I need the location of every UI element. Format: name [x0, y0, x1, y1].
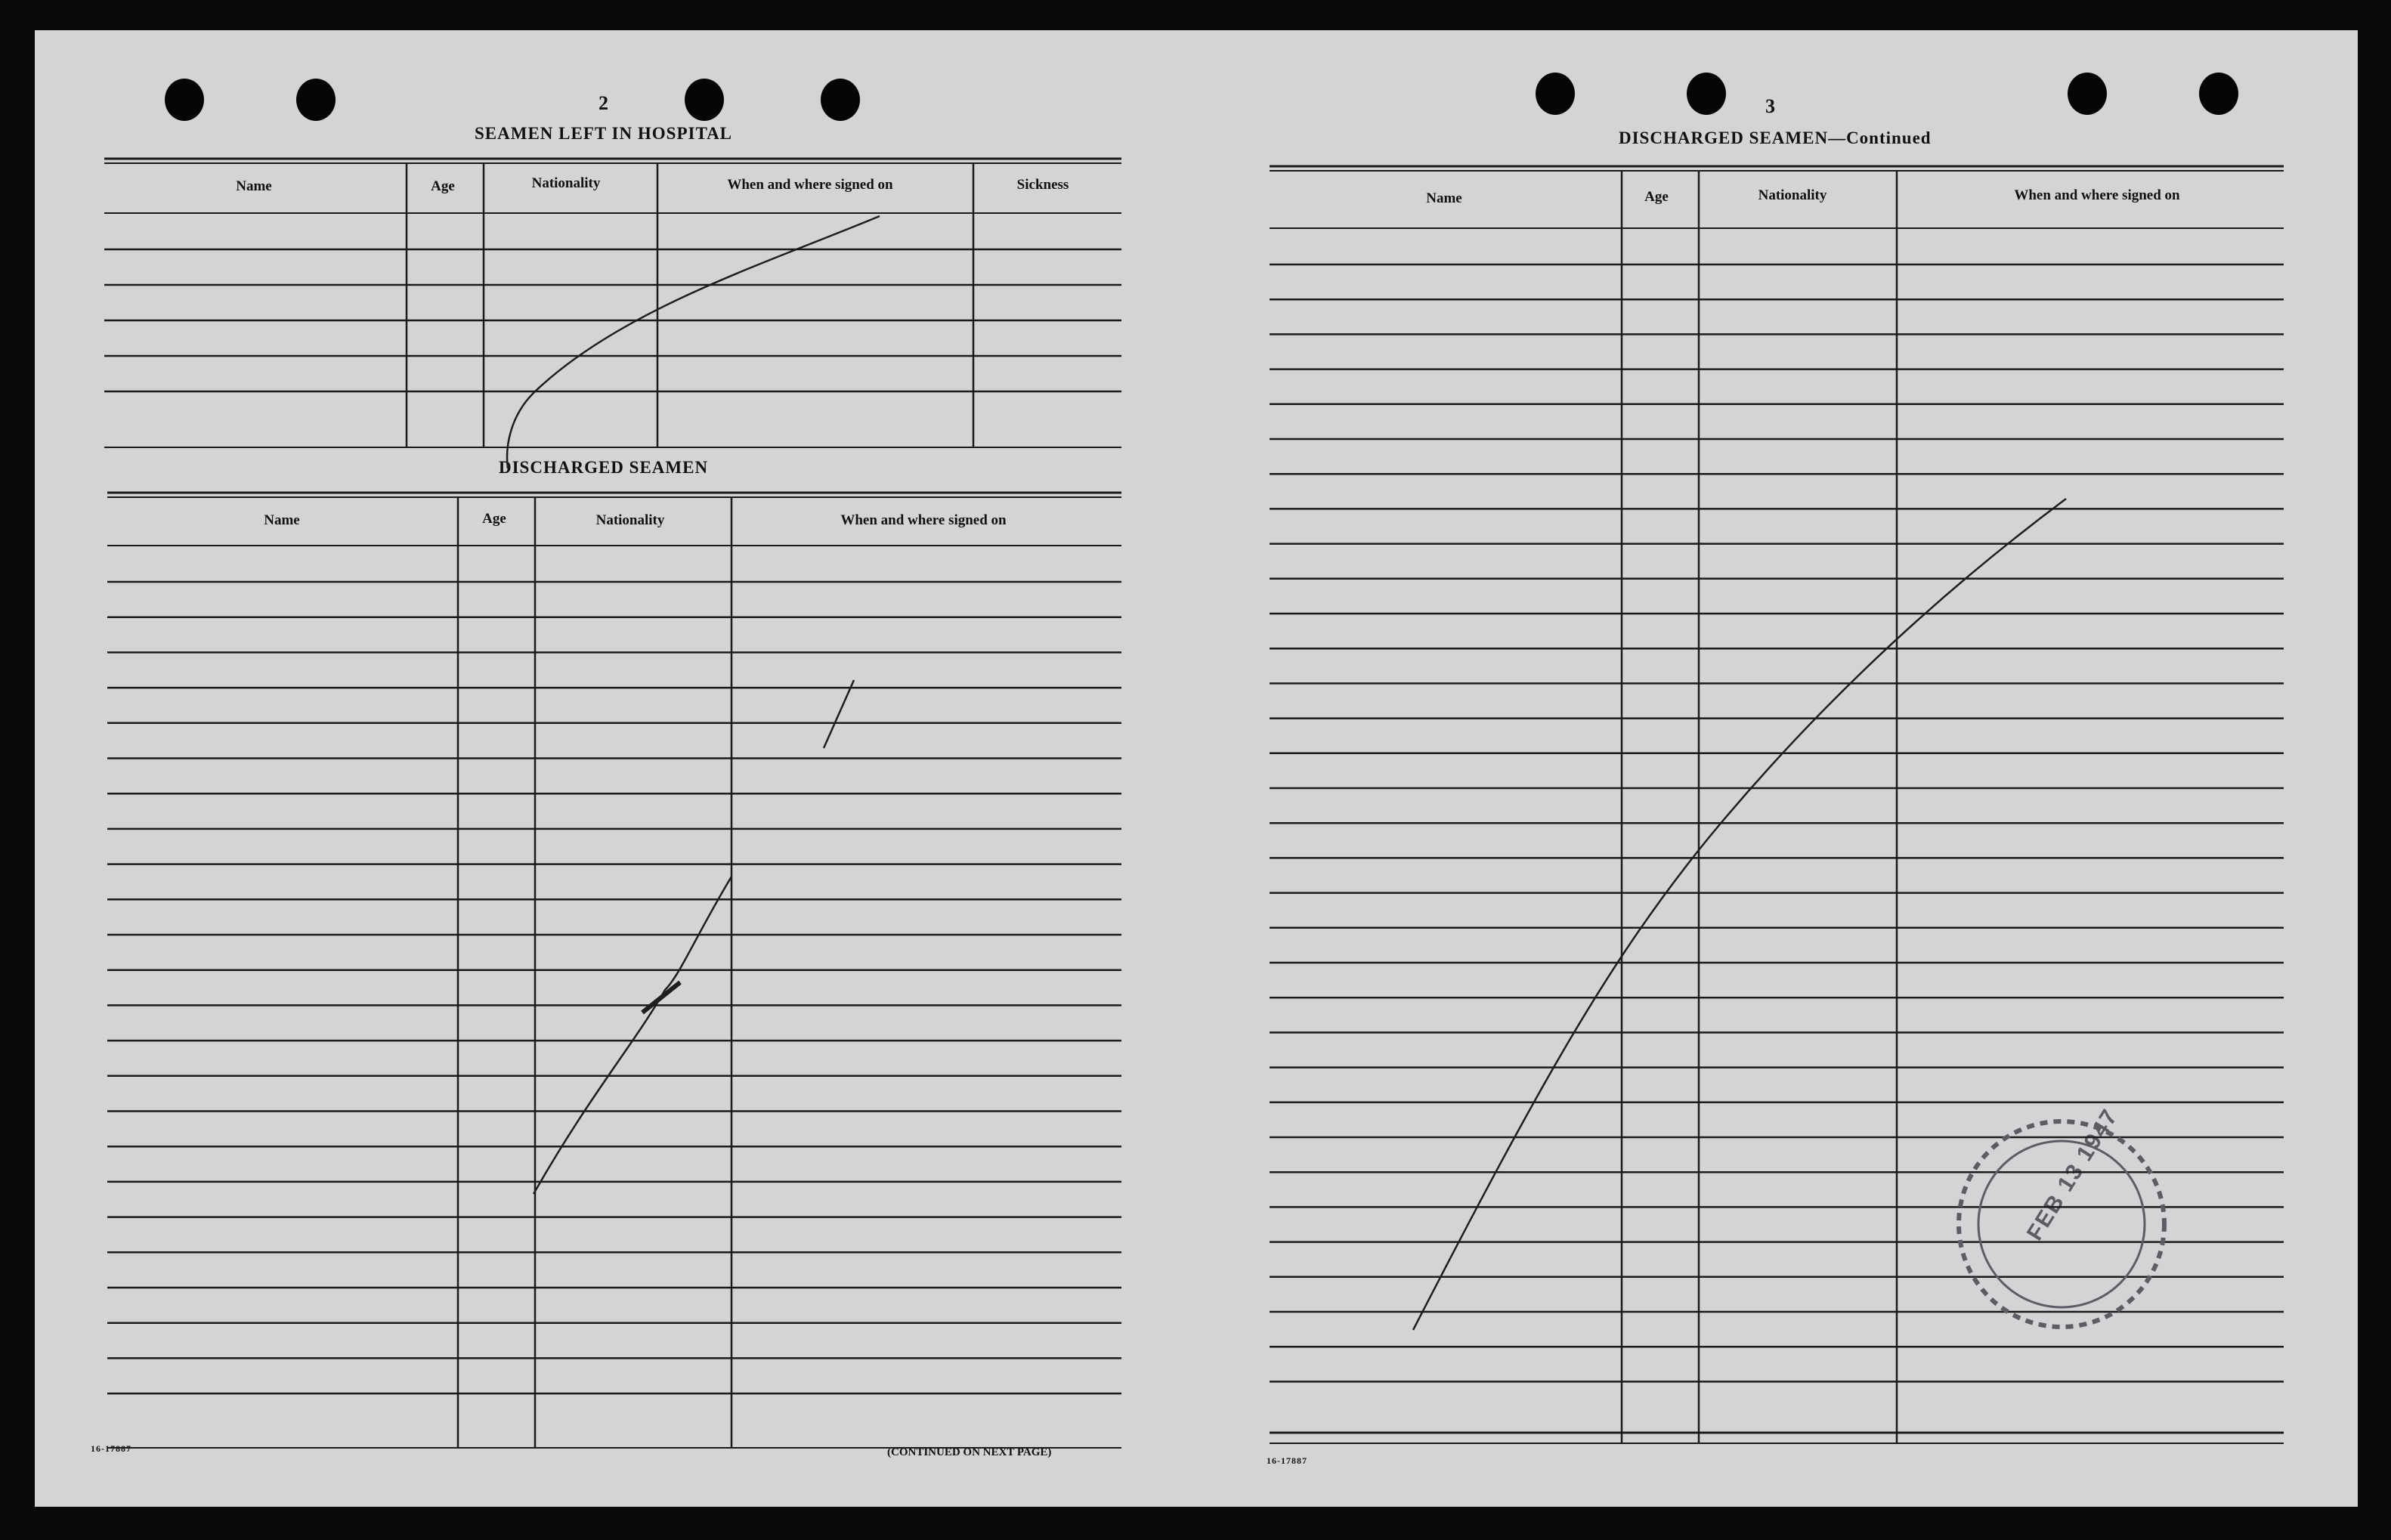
pencil-strike-lines: [507, 216, 2066, 1330]
hospital-col-age: Age: [431, 178, 455, 194]
hospital-col-signed-on: When and where signed on: [727, 177, 893, 193]
hospital-section-title: SEAMEN LEFT IN HOSPITAL: [475, 124, 733, 143]
pencil-stroke: [1413, 499, 2066, 1330]
pencil-stroke: [507, 216, 880, 468]
received-stamp: [1959, 1121, 2164, 1327]
right-page-title: DISCHARGED SEAMEN—Continued: [1619, 128, 1932, 147]
right-col-name: Name: [1426, 190, 1462, 206]
discharged-col-signed-on: When and where signed on: [840, 512, 1007, 528]
right-col-nationality: Nationality: [1758, 187, 1827, 203]
left-form-number: 16-17887: [91, 1443, 131, 1454]
left-page-number: 2: [599, 92, 608, 114]
hospital-col-nationality: Nationality: [531, 175, 601, 191]
hospital-col-sickness: Sickness: [1016, 177, 1069, 193]
right-col-signed-on: When and where signed on: [2014, 187, 2180, 203]
discharged-col-age: Age: [482, 511, 506, 527]
pencil-stroke: [642, 982, 680, 1013]
right-col-age: Age: [1644, 189, 1669, 205]
hospital-col-name: Name: [236, 178, 272, 194]
continued-note: (CONTINUED ON NEXT PAGE): [887, 1446, 1052, 1458]
received-stamp-date: FEB 13 1947: [2022, 1104, 2123, 1245]
right-page-number: 3: [1765, 95, 1775, 117]
right-form-number: 16-17887: [1267, 1455, 1307, 1466]
pencil-stroke: [824, 680, 854, 748]
discharged-col-nationality: Nationality: [595, 512, 665, 528]
discharged-section-title: DISCHARGED SEAMEN: [499, 458, 709, 477]
discharged-col-name: Name: [264, 512, 300, 528]
